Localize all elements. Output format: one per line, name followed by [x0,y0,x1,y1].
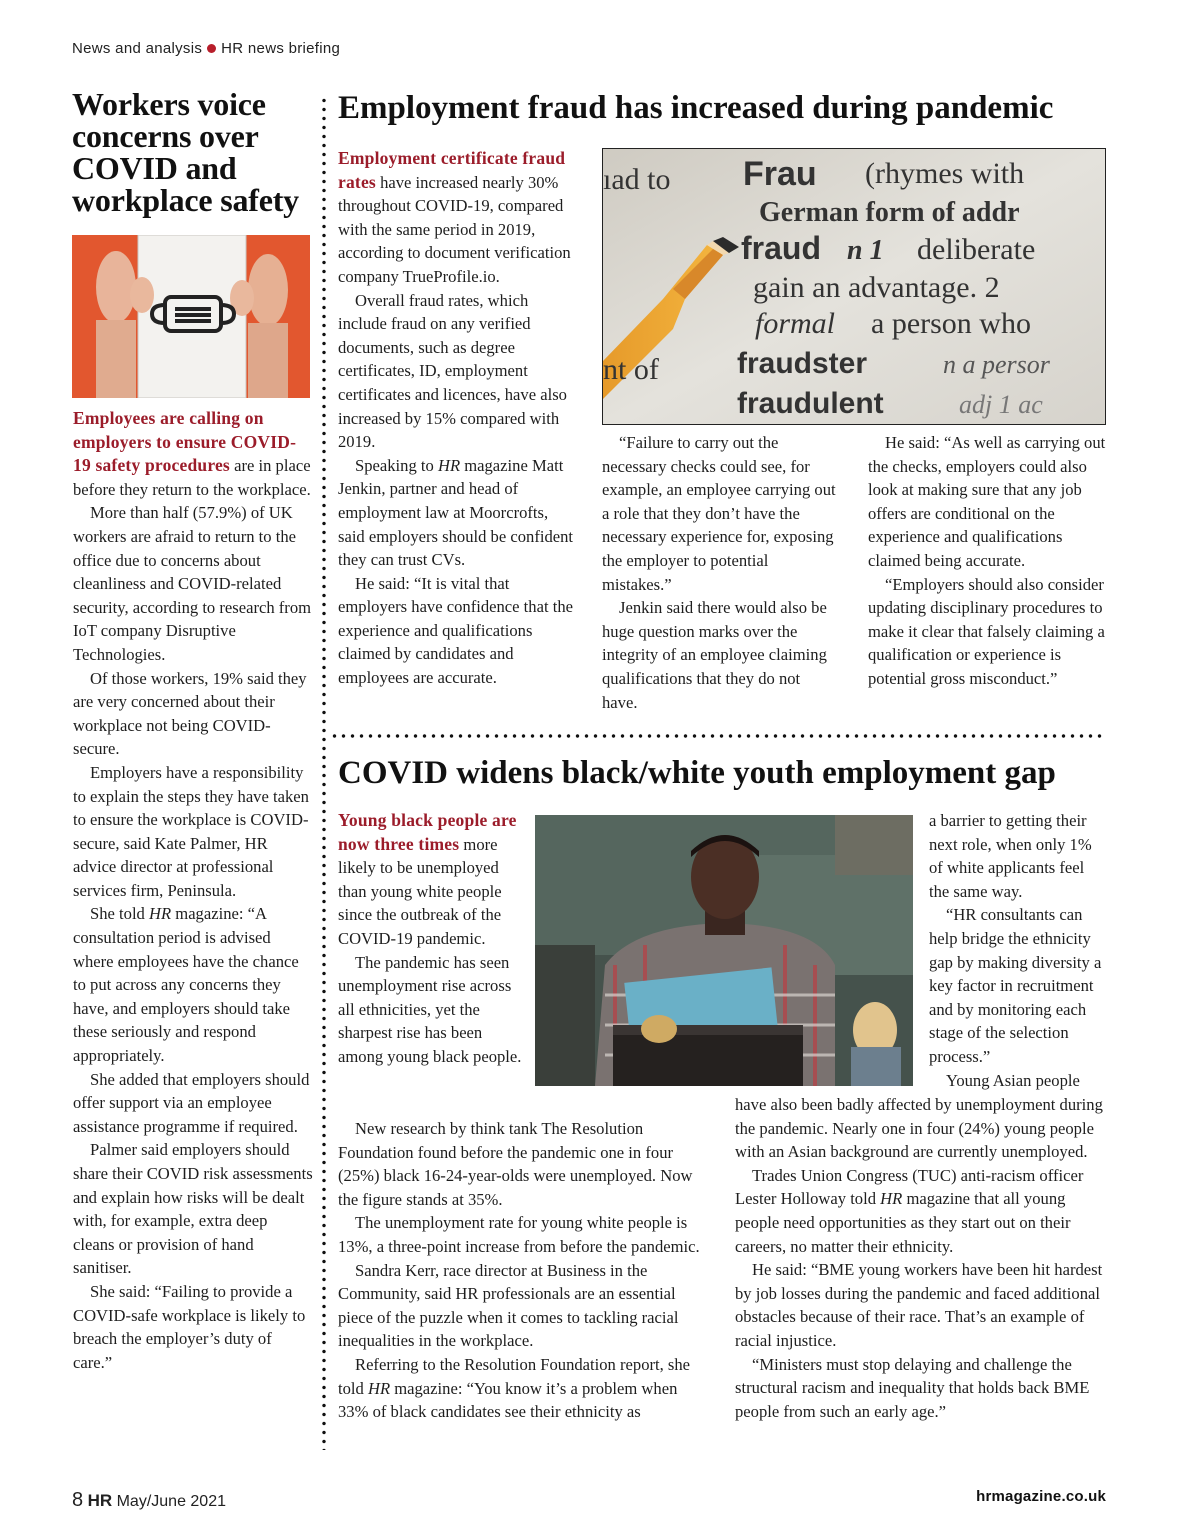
article3-paragraph: a barrier to getting their next role, when only 1% of white applicants feel the same way. [929,811,1092,901]
text-run: magazine Matt Jenkin, partner and head of employment law at Moorcrofts, said employers should be confident they can trust CVs. [338,455,574,570]
article3-right-col-bottom [735,1093,1107,1423]
article3-paragraph: “HR consultants can help bridge the ethnicity gap by making diversity a key factor in recruitment and by monitoring each stage of the selection process.” [929,905,1102,1066]
text-run: magazine: “A consultation period is advised where employees have the chance to put across any concerns they have, and employers should take these seriously and respond appropriately. [73,904,299,1066]
mask-sign-image [72,235,310,398]
article1-lead-rest: are in place before they return to the workplace. [73,456,311,499]
article2-paragraph: Overall fraud rates, which include fraud on any verified documents, such as degree certificates, ID, employment certificates and licences, have also increased by 15% compared with 2019. [338,290,567,452]
dict-line: German form of addr [759,197,1020,228]
article2-paragraph: “Employers should also consider updating disciplinary procedures to make it clear that falsely claiming a qualification or experience is potential gross misconduct.” [868,574,1105,688]
vertical-divider [322,96,326,1450]
article2-paragraph: He said: “As well as carrying out the checks, employers could also look at making sure that any job offers are conditional on the experience and qualifications claimed being accurate. [868,433,1106,570]
article3-mid-col [338,1117,704,1424]
dict-line: deliberate [917,233,1036,266]
article2-paragraph: He said: “It is vital that employers have confidence that the experience and qualifications claimed by candidates and employees are accurate. [338,573,573,688]
hands-holding-mask-sign-illustration [72,235,310,398]
text-run: Speaking to [355,455,438,475]
dict-line: a person who [871,307,1031,340]
bullet-dot-icon [207,44,216,53]
young-man-box-image [535,815,913,1086]
horizontal-divider [330,734,1106,738]
dict-line: Frau [743,155,817,193]
article3-left-col [338,809,528,1069]
young-man-with-box-illustration [535,815,913,1086]
dict-line: fraud [741,230,821,266]
article3-paragraph: New research by think tank The Resolution Foundation found before the pandemic one in four (25%) black 16-24-year-olds were unemployed. Now the figure stands at 35%. [338,1119,693,1209]
article3-paragraph: Young Asian people [946,1070,1080,1090]
article2-paragraph [338,454,574,572]
text-run: magazine: “You know it’s a problem when 33% of black candidates see their ethnicity as [338,1378,678,1422]
article2-col2 [602,431,838,714]
article2-paragraph: Jenkin said there would also be huge question marks over the integrity of an employee claiming qualifications that they do not have. [602,598,827,712]
magazine-name: HR [367,1378,391,1398]
dict-line: nt of [603,353,659,386]
article3-paragraph: have also been badly affected by unemployment during the pandemic. Nearly one in four (24%) young people with an Asian background are currently unemployed. [735,1095,1103,1162]
subsection-label: HR news briefing [221,40,341,57]
page-footer [72,1489,226,1512]
dict-line: ıad to [603,163,671,196]
article3-paragraph: “Ministers must stop delaying and challenge the structural racism and inequality that holds back BME people from such an early age.” [735,1354,1090,1421]
article3-lead-paragraph [338,809,528,951]
article1-paragraph [73,902,313,1067]
issue-date: May/June 2021 [116,1493,226,1510]
article1-lead-paragraph [73,407,313,501]
text-run: Referring to the Resolution Foundation report, she told [338,1354,691,1398]
article3-paragraph: He said: “BME young workers have been hit hardest by job losses during the pandemic and faced additional obstacles because of their race. That’s an example of racial injustice. [735,1260,1103,1350]
dict-line: n 1 [847,235,884,266]
article1-paragraph: More than half (57.9%) of UK workers are afraid to return to the office due to concerns about cleanliness and COVID-related security, according to research from IoT company Disruptive Technologies. [73,503,312,664]
article3-lead-rest: more likely to be unemployed than young white people since the outbreak of the COVID-19 pandemic. [338,834,502,948]
article3-paragraph [338,1353,704,1424]
article3-paragraph: Sandra Kerr, race director at Business in the Community, said HR professionals are an essential piece of the puzzle when it comes to tackling racial inequalities in the workplace. [338,1260,679,1351]
dict-line: gain an advantage. 2 [753,271,1000,304]
article1-paragraph: Employers have a responsibility to explain the steps they have taken to ensure the workplace is COVID-secure, said Kate Palmer, HR advice director at professional services firm, Peninsula. [73,762,309,900]
article2-col1 [338,147,574,690]
dict-line: formal [755,307,836,340]
article1-headline: Workers voice concerns over COVID and workplace safety [72,86,299,218]
article1-body [73,407,313,1374]
article2-lead: Employment certificate fraud rates [338,148,566,192]
dict-line: n a persor [943,350,1050,379]
dict-line: (rhymes with [865,157,1025,190]
article3-lead: Young black people are now three times [338,810,517,854]
article2-col3 [868,431,1106,691]
dictionary-page-illustration [603,149,1106,425]
magazine-name: HR [149,904,172,924]
article1-paragraph: She said: “Failing to provide a COVID-safe workplace is likely to breach the employer’s duty of care.” [73,1281,306,1372]
running-header [72,40,340,57]
article2-headline: Employment fraud has increased during pandemic [338,90,1054,126]
magazine-logo: HR [87,1491,113,1510]
dictionary-fraud-image [602,148,1106,425]
article3-paragraph [735,1164,1107,1258]
article1-paragraph: Of those workers, 19% said they are very concerned about their workplace not being COVID-secure. [73,668,307,759]
text-run: She told [90,904,150,924]
article3-paragraph: The pandemic has seen unemployment rise across all ethnicities, yet the sharpest rise has been among young black people. [338,952,522,1066]
text-run: Trades Union Congress (TUC) anti-racism officer Lester Holloway told [735,1165,1084,1209]
dict-line: adj 1 ac [959,390,1043,419]
website-link[interactable]: hrmagazine.co.uk [976,1488,1106,1505]
page-number: 8 [72,1489,84,1511]
article2-lead-rest: have increased nearly 30% throughout COVID-19, compared with the same period in 2019, according to document verification company TrueProfile.io. [338,172,571,286]
article3-paragraph: The unemployment rate for young white people is 13%, a three-point increase from before the pandemic. [338,1213,700,1256]
article1-paragraph: She added that employers should offer support via an employee assistance programme if required. [73,1069,310,1136]
article2-lead-paragraph [338,147,574,289]
magazine-name: HR [880,1189,903,1209]
dict-line: fraudster [737,347,868,380]
text-run: magazine that all young people need opportunities as they start out on their careers, no matter their ethnicity. [735,1189,1071,1256]
section-label: News and analysis [72,40,203,57]
article3-headline: COVID widens black/white youth employment gap [338,755,1056,791]
dict-line: fraudulent [737,387,884,420]
article1-lead: Employees are calling on employers to ensure COVID-19 safety procedures [73,408,297,476]
article1-paragraph: Palmer said employers should share their COVID risk assessments and explain how risks will be dealt with, for example, extra deep cleans or provision of hand sanitiser. [73,1140,313,1278]
article3-right-col-top [929,809,1107,1092]
article2-paragraph: “Failure to carry out the necessary checks could see, for example, an employee carrying out a role that they don’t have the necessary experience for, exposing the employer to potential mistakes.” [602,433,836,594]
magazine-name: HR [437,455,461,475]
